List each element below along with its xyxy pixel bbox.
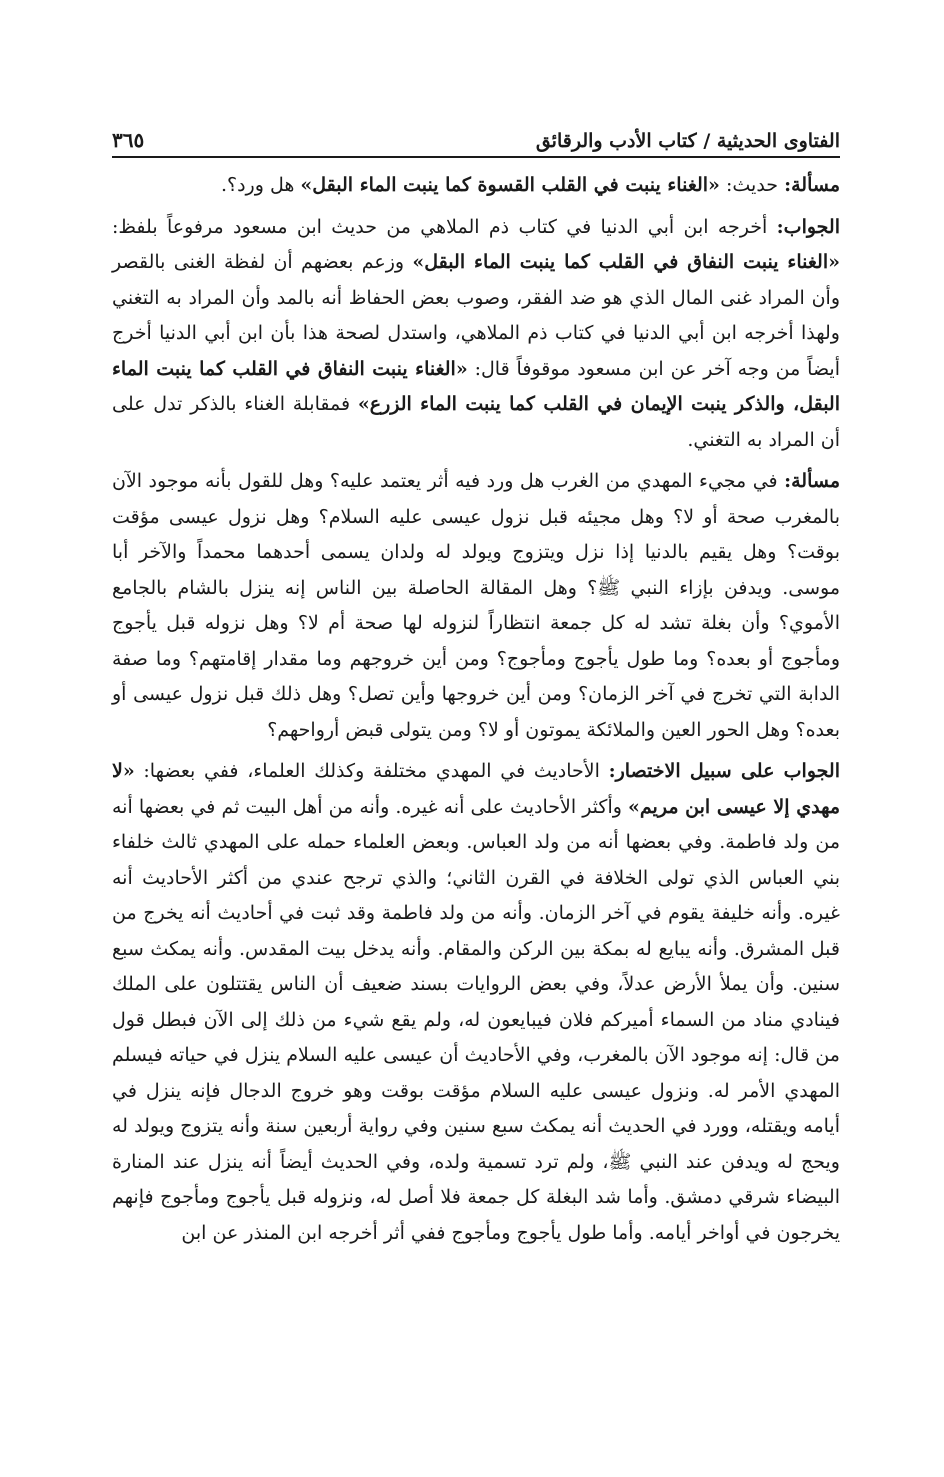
hadith-quote: «الغناء ينبت النفاق في القلب كما ينبت الماء البقل، والذكر ينبت الإيمان في القلب كما ينبت الماء الزرع» — [112, 357, 840, 415]
page-number: ٣٦٥ — [112, 128, 145, 152]
paragraph-text: فمقابلة الغناء بالذكر تدل على أن المراد به التغني. — [112, 393, 840, 451]
question-label: مسألة: — [784, 470, 840, 492]
answer-label: الجواب: — [776, 215, 840, 238]
paragraph-text: وزعم بعضهم أن لفظة الغنى بالقصر وأن المراد غنى المال الذي هو ضد الفقر، وصوب بعض الحفاظ أنه بالمد وأن المراد به التغني ولهذا أخرجه ابن أبي الدنيا في كتاب ذم الملاهي، واستدل لصحة هذا بأن ابن أبي الدنيا أخرج أيضاً من وجه آخر عن ابن مسعود موقوفاً قال: — [112, 251, 840, 380]
answer-label: الجواب على سبيل الاختصار: — [608, 760, 840, 782]
answer-paragraph — [112, 754, 840, 1251]
paragraph-text: وأكثر الأحاديث على أنه غيره. وأنه من أهل البيت ثم في بعضها أنه من ولد فاطمة. وفي بعضها أنه من ولد العباس. وبعض العلماء حمله على المهدي ثالث خلفاء بني العباس الذي تولى الخلافة في القرن الثاني؛ والذي ترجح عندي من أكثر الأحاديث أنه غيره. وأنه خليفة يقوم في آخر الزمان. وأنه من ولد فاطمة وقد ثبت في أحاديث أنه يخرج من قبل المشرق. وأنه يبايع له بمكة بين الركن والمقام. وأنه يدخل بيت المقدس. وأنه يمكث سبع سنين. وأن يملأ الأرض عدلاً، وفي بعض الروايات بسند ضعيف أن الناس يقتتلون على الملك فينادي مناد من السماء أميركم فلان فيبايعون له، ولم يقع شيء من ذلك إلى الآن فبطل قول من قال: إنه موجود الآن بالمغرب، وفي الأحاديث أن عيسى عليه السلام ينزل في حياته فيسلم المهدي الأمر له. ونزول عيسى عليه السلام مؤقت بوقت وهو خروج الدجال فإنه ينزل في أيامه ويقتله، وورد في الحديث أنه يمكث سبع سنين وفي رواية أربعين سنة وأنه يتزوج ويولد له ويحج له ويدفن عند النبي ﷺ، ولم ترد تسمية ولده، وفي الحديث أيضاً أنه ينزل عند المنارة البيضاء شرقي دمشق. وأما شد البغلة كل جمعة فلا أصل له، ونزوله قبل يأجوج ومأجوج فإنهم يخرجون في أواخر أيامه. وأما طول يأجوج ومأجوج ففي أثر أخرجه ابن المنذر عن ابن — [112, 795, 840, 1244]
paragraph-text: هل ورد؟. — [220, 174, 301, 196]
hadith-quote: «لا مهدي إلا عيسى ابن مريم» — [112, 760, 840, 818]
paragraph-text: حديث: — [719, 174, 785, 196]
book-page — [112, 112, 840, 1352]
paragraph-text: أخرجه ابن أبي الدنيا في كتاب ذم الملاهي من حديث ابن مسعود مرفوعاً بلفظ: — [112, 215, 777, 238]
running-header — [112, 112, 840, 158]
answer-paragraph — [112, 210, 840, 459]
running-title: الفتاوى الحديثية / كتاب الأدب والرقائق — [535, 130, 840, 152]
question-label: مسألة: — [784, 174, 840, 196]
hadith-quote: «الغناء ينبت النفاق في القلب كما ينبت الماء البقل» — [412, 251, 840, 273]
question-paragraph — [112, 464, 840, 748]
page-body — [112, 168, 840, 1251]
paragraph-text: الأحاديث في المهدي مختلفة وكذلك العلماء، ففي بعضها: — [134, 760, 609, 782]
hadith-quote: «الغناء ينبت في القلب القسوة كما ينبت الماء البقل» — [300, 174, 720, 196]
paragraph-text: في مجيء المهدي من الغرب هل ورد فيه أثر يعتمد عليه؟ وهل للقول بأنه موجود الآن بالمغرب صحة أو لا؟ وهل مجيئه قبل نزول عيسى عليه السلام؟ وهل نزول عيسى مؤقت بوقت؟ وهل يقيم بالدنيا إذا نزل ويتزوج ويولد له ولدان يسمى أحدهما محمداً والآخر أبا موسى. ويدفن بإزاء النبي ﷺ؟ وهل المقالة الحاصلة بين الناس إنه ينزل بالشام بالجامع الأموي؟ وأن بغلة تشد له كل جمعة انتظاراً لنزوله لها صحة أم لا؟ وهل نزوله قبل يأجوج ومأجوج أو بعده؟ وما طول يأجوج ومأجوج؟ ومن أين خروجهم وما مقدار إقامتهم؟ وما صفة الدابة التي تخرج في آخر الزمان؟ ومن أين خروجها وأين تصل؟ وهل ذلك قبل نزول عيسى أو بعده؟ وهل الحور العين والملائكة يموتون أو لا؟ ومن يتولى قبض أرواحهم؟ — [112, 470, 840, 741]
question-paragraph — [112, 168, 840, 204]
